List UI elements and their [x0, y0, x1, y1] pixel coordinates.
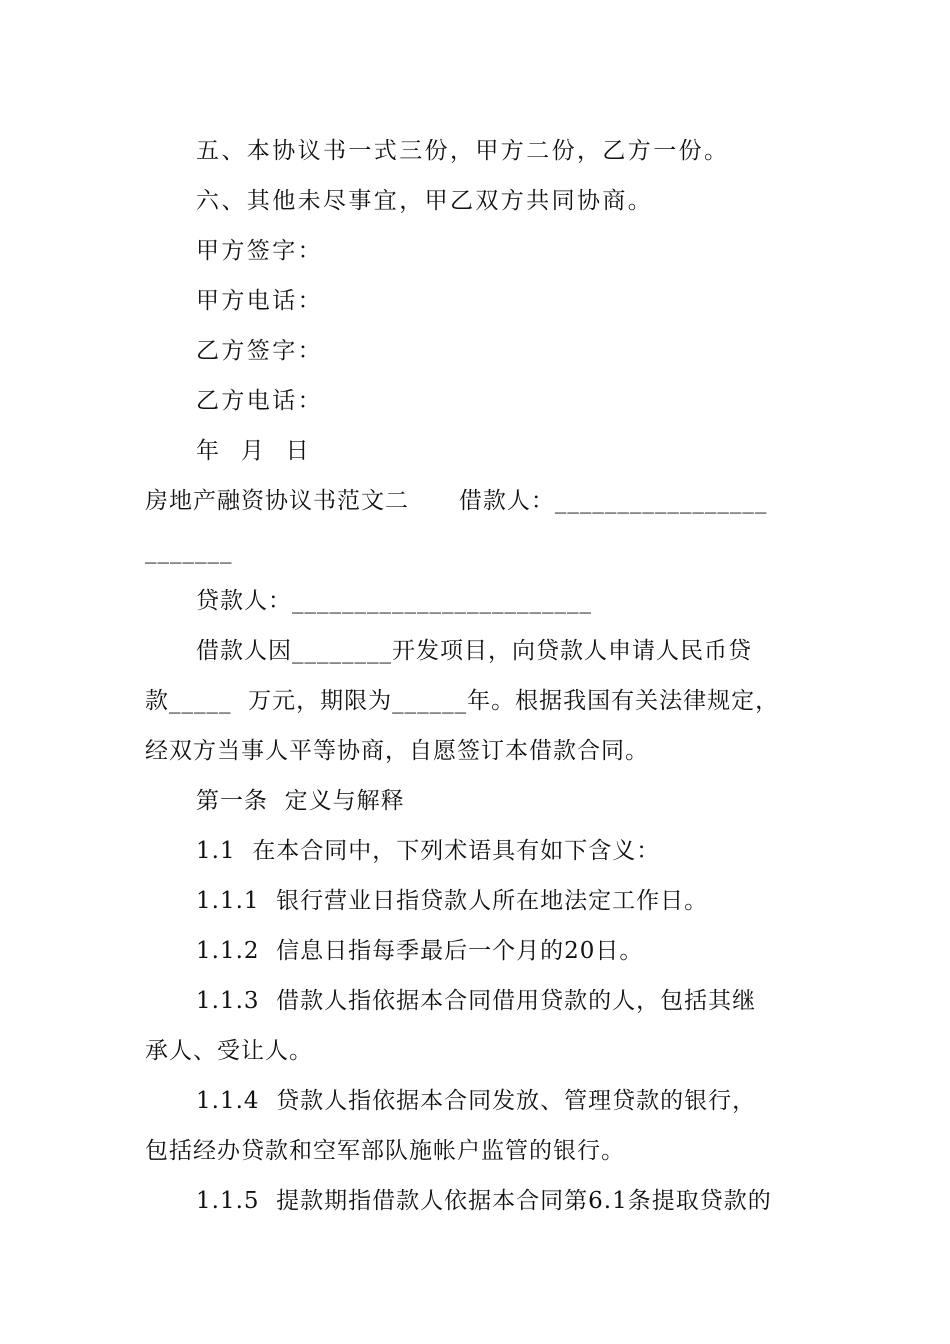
- section-1-1-3-line-2: 承人、受让人。: [145, 1038, 313, 1064]
- date-line: 年 月 日: [196, 438, 312, 464]
- section-1-1-5-line-1: 1.1.5 提款期指借款人依据本合同第6.1条提取贷款的: [196, 1188, 772, 1214]
- sample-two-heading: 房地产融资协议书范文二 借款人：_________________: [145, 488, 768, 514]
- lender-line: 贷款人：________________________: [196, 588, 592, 614]
- section-1-1-3-line-1: 1.1.3 借款人指依据本合同借用贷款的人，包括其继: [196, 988, 757, 1014]
- clause-six: 六、其他未尽事宜，甲乙双方共同协商。: [196, 188, 654, 214]
- article-one-heading: 第一条 定义与解释: [196, 788, 405, 814]
- section-1-1: 1.1 在本合同中，下列术语具有如下含义：: [196, 838, 661, 864]
- party-a-phone: 甲方电话：: [196, 288, 323, 314]
- section-1-1-2: 1.1.2 信息日指每季最后一个月的20日。: [196, 938, 644, 964]
- loan-paragraph-line-3: 经双方当事人平等协商，自愿签订本借款合同。: [145, 738, 649, 764]
- borrower-blank-continuation: _______: [145, 538, 233, 564]
- section-1-1-1: 1.1.1 银行营业日指贷款人所在地法定工作日。: [196, 888, 709, 914]
- loan-paragraph-line-2: 款_____ 万元，期限为______年。根据我国有关法律规定，: [145, 688, 780, 714]
- loan-paragraph-line-1: 借款人因________开发项目，向贷款人申请人民币贷: [196, 638, 752, 664]
- clause-five: 五、本协议书一式三份，甲方二份，乙方一份。: [196, 138, 730, 164]
- party-b-signature: 乙方签字：: [196, 338, 323, 364]
- party-a-signature: 甲方签字：: [196, 238, 323, 264]
- section-1-1-4-line-2: 包括经办贷款和空军部队施帐户监管的银行。: [145, 1138, 625, 1164]
- section-1-1-4-line-1: 1.1.4 贷款人指依据本合同发放、管理贷款的银行，: [196, 1088, 757, 1114]
- party-b-phone: 乙方电话：: [196, 388, 323, 414]
